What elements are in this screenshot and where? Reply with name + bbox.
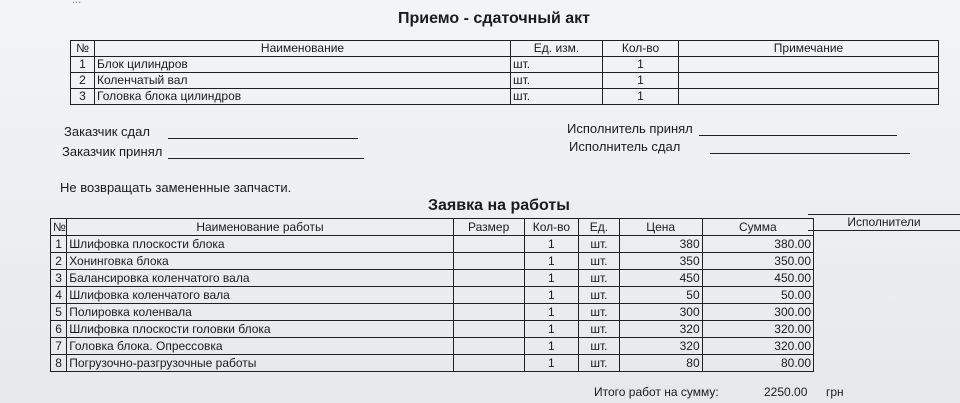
act-title: Приемо - сдаточный акт <box>398 10 591 27</box>
work-name: Погрузочно-разгрузочные работы <box>67 355 454 372</box>
work-size <box>453 253 524 270</box>
item-note <box>679 89 939 105</box>
parts-note: Не возвращать замененные запчасти. <box>60 180 292 195</box>
item-note <box>679 73 939 89</box>
table-row <box>71 73 939 89</box>
item-name: Блок цилиндров <box>95 57 511 73</box>
work-col-executors: Исполнители <box>808 214 960 231</box>
row-number: 5 <box>51 304 67 321</box>
customer-received-signature <box>62 144 364 159</box>
work-name: Балансировка коленчатого вала <box>67 270 454 287</box>
table-row <box>51 270 814 287</box>
item-unit: шт. <box>511 57 603 73</box>
table-row <box>51 287 814 304</box>
signature-line <box>168 146 364 159</box>
work-size <box>453 338 524 355</box>
work-unit: шт. <box>579 287 619 304</box>
act-table <box>70 40 939 105</box>
work-price: 300 <box>619 304 702 321</box>
item-qty: 1 <box>603 73 679 89</box>
work-name: Шлифовка плоскости блока <box>67 236 454 253</box>
contractor-received-signature <box>567 121 897 136</box>
item-qty: 1 <box>603 57 679 73</box>
row-number: 4 <box>51 287 67 304</box>
work-qty: 1 <box>524 304 579 321</box>
row-number: 6 <box>51 321 67 338</box>
row-number: 2 <box>51 253 67 270</box>
contractor-gave-signature <box>569 139 910 154</box>
row-number: 2 <box>71 73 95 89</box>
total-value: 2250.00 <box>764 385 808 399</box>
work-qty: 1 <box>524 338 579 355</box>
work-unit: шт. <box>579 304 619 321</box>
item-name: Головка блока цилиндров <box>95 89 511 105</box>
work-col-price: Цена <box>619 219 702 236</box>
work-sum: 320.00 <box>702 321 813 338</box>
work-sum: 320.00 <box>702 338 813 355</box>
work-name: Шлифовка плоскости головки блока <box>67 321 454 338</box>
work-qty: 1 <box>524 236 579 253</box>
work-unit: шт. <box>579 253 619 270</box>
work-price: 380 <box>619 236 702 253</box>
work-table <box>50 218 814 372</box>
contractor-received-label: Исполнитель принял <box>567 121 693 136</box>
table-row <box>51 236 814 253</box>
work-col-name: Наименование работы <box>67 219 454 236</box>
work-price: 350 <box>619 253 702 270</box>
work-size <box>453 304 524 321</box>
table-row <box>51 321 814 338</box>
work-sum: 50.00 <box>702 287 813 304</box>
work-sum: 450.00 <box>702 270 813 287</box>
work-qty: 1 <box>524 253 579 270</box>
item-qty: 1 <box>603 89 679 105</box>
work-header-row <box>51 219 814 236</box>
work-unit: шт. <box>579 321 619 338</box>
table-row <box>71 89 939 105</box>
work-size <box>453 321 524 338</box>
work-size <box>453 270 524 287</box>
item-unit: шт. <box>511 73 603 89</box>
work-price: 320 <box>619 321 702 338</box>
work-sum: 380.00 <box>702 236 813 253</box>
work-col-sum: Сумма <box>702 219 813 236</box>
row-number: 1 <box>71 57 95 73</box>
table-row <box>51 338 814 355</box>
work-col-size: Размер <box>453 219 524 236</box>
act-col-unit: Ед. изм. <box>511 41 603 57</box>
work-size <box>453 236 524 253</box>
item-unit: шт. <box>511 89 603 105</box>
total-currency: грн <box>826 385 844 399</box>
table-row <box>51 304 814 321</box>
row-number: 8 <box>51 355 67 372</box>
signature-line <box>710 141 910 154</box>
header-fragment: ... <box>72 0 82 6</box>
customer-gave-label: Заказчик сдал <box>64 124 150 139</box>
work-name: Шлифовка коленчатого вала <box>67 287 454 304</box>
work-name: Хонинговка блока <box>67 253 454 270</box>
row-number: 1 <box>51 236 67 253</box>
work-price: 80 <box>619 355 702 372</box>
work-size <box>453 355 524 372</box>
work-unit: шт. <box>579 270 619 287</box>
act-col-name: Наименование <box>95 41 511 57</box>
work-price: 450 <box>619 270 702 287</box>
contractor-gave-label: Исполнитель сдал <box>569 139 681 154</box>
table-row <box>71 57 939 73</box>
signature-line <box>168 126 358 139</box>
work-sum: 350.00 <box>702 253 813 270</box>
total-label: Итого работ на сумму: <box>594 385 719 399</box>
act-col-number: № <box>71 41 95 57</box>
row-number: 3 <box>51 270 67 287</box>
work-qty: 1 <box>524 287 579 304</box>
work-name: Полировка коленвала <box>67 304 454 321</box>
act-header-row <box>71 41 939 57</box>
customer-gave-signature <box>64 124 358 139</box>
work-size <box>453 287 524 304</box>
work-qty: 1 <box>524 355 579 372</box>
work-unit: шт. <box>579 355 619 372</box>
work-unit: шт. <box>579 236 619 253</box>
work-sum: 80.00 <box>702 355 813 372</box>
work-col-qty: Кол-во <box>524 219 579 236</box>
table-row <box>51 355 814 372</box>
work-price: 320 <box>619 338 702 355</box>
work-name: Головка блока. Опрессовка <box>67 338 454 355</box>
work-title: Заявка на работы <box>428 197 570 214</box>
row-number: 7 <box>51 338 67 355</box>
work-sum: 300.00 <box>702 304 813 321</box>
signature-line <box>699 123 897 136</box>
act-col-note: Примечание <box>679 41 939 57</box>
row-number: 3 <box>71 89 95 105</box>
table-row <box>51 253 814 270</box>
customer-received-label: Заказчик принял <box>62 144 163 159</box>
item-note <box>679 57 939 73</box>
work-col-number: № <box>51 219 67 236</box>
work-unit: шт. <box>579 338 619 355</box>
work-price: 50 <box>619 287 702 304</box>
item-name: Коленчатый вал <box>95 73 511 89</box>
work-col-unit: Ед. <box>579 219 619 236</box>
act-col-qty: Кол-во <box>603 41 679 57</box>
work-qty: 1 <box>524 270 579 287</box>
work-qty: 1 <box>524 321 579 338</box>
